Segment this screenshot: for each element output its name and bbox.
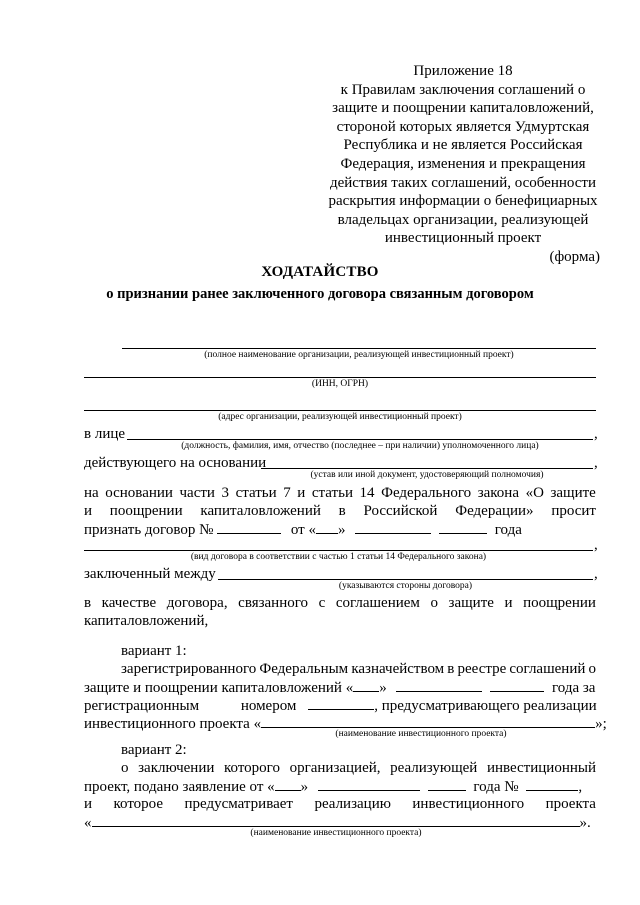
v2-open-quote: « [84, 815, 92, 831]
variant-1-line-3 [84, 696, 597, 715]
in-person-label: в лице [84, 426, 126, 442]
word: в [447, 661, 455, 677]
v1-text: защите и поощрении капиталовложений « [84, 680, 354, 696]
word: в [338, 503, 346, 519]
word: Федеральным [259, 661, 349, 677]
quality-line-2: капиталовложений, [84, 613, 209, 629]
from-label: от « [290, 522, 316, 538]
law-line-1 [84, 484, 596, 502]
word: на [84, 485, 99, 501]
word: которое [113, 796, 164, 812]
word: качестве [101, 595, 157, 611]
v1-providing-label: , предусматривающего реализации [374, 698, 597, 714]
word: и [84, 796, 93, 812]
word: и [504, 595, 513, 611]
word: проекта [545, 796, 596, 812]
org-name-line[interactable] [122, 348, 596, 349]
word: поощрении [109, 503, 183, 519]
year-field[interactable] [439, 520, 487, 534]
address-line[interactable] [84, 410, 596, 411]
appendix-line: владельцах организации, реализующей [337, 211, 589, 228]
variant-2-line-1 [121, 759, 596, 777]
v2-month-field[interactable] [318, 777, 420, 791]
basis-line[interactable] [261, 468, 593, 469]
day-field[interactable] [316, 520, 338, 534]
acting-basis-label: действующего на основании [84, 455, 267, 471]
word: инвестиционного [412, 796, 525, 812]
appendix-line: стороной которых является Удмуртская [336, 118, 590, 135]
appendix-line: Республика и не является Российская [343, 137, 583, 154]
word: с [318, 595, 326, 611]
month-field[interactable] [355, 520, 431, 534]
variant-2-label: вариант 2: [121, 742, 187, 758]
word: защите [550, 485, 596, 501]
word: казначейством [351, 661, 445, 677]
parties-line[interactable] [218, 579, 593, 580]
v2-day-field[interactable] [275, 777, 301, 791]
v2-number-field[interactable] [526, 777, 578, 791]
word: защите [448, 595, 494, 611]
variant-2-line-3 [84, 795, 596, 813]
word: статьи [311, 485, 353, 501]
word: договора, [166, 595, 228, 611]
comma: , [594, 455, 598, 471]
v2-close: ». [579, 815, 591, 831]
variant-2-line-2 [84, 777, 582, 796]
person-line[interactable] [127, 439, 593, 440]
comma: , [594, 426, 598, 442]
comma: , [594, 566, 598, 582]
contract-type-line[interactable] [84, 550, 593, 551]
v1-project-field[interactable] [261, 714, 595, 728]
parties-caption: (указываются стороны договора) [338, 581, 473, 591]
v1-reg-label: регистрационным [84, 698, 200, 714]
word: инвестиционный [486, 760, 596, 776]
word: организацией, [289, 760, 381, 776]
inn-line[interactable] [84, 377, 596, 378]
form-label: (форма) [549, 248, 600, 265]
appendix-line: защите и поощрении капиталовложений, [332, 100, 594, 117]
v2-quote: » [300, 779, 309, 795]
word: закона [477, 485, 519, 501]
word: основании [105, 485, 173, 501]
basis-caption: (устав или иной документ, удостоверяющий полномочия) [310, 470, 544, 480]
word: реализацию [314, 796, 391, 812]
appendix-line: к Правилам заключения соглашений о [340, 81, 586, 98]
address-caption: (адрес организации, реализующей инвестиционный проект) [218, 412, 462, 422]
appendix-line: раскрытия информации о бенефициарных [328, 193, 598, 210]
v1-number-label: номером [240, 698, 297, 714]
recognize-line [84, 520, 522, 539]
word: зарегистрированного [121, 661, 257, 677]
document-title: ХОДАТАЙСТВО [261, 264, 379, 280]
word: соглашением [335, 595, 420, 611]
word: в [84, 595, 92, 611]
word: поощрении [523, 595, 596, 611]
v1-year-label: года за [551, 680, 596, 696]
word: части [179, 485, 215, 501]
word: реализующей [390, 760, 478, 776]
variant-1-label: вариант 1: [121, 643, 187, 659]
word: Федерального [381, 485, 472, 501]
word: и [297, 485, 306, 501]
word: Российской [363, 503, 438, 519]
appendix-line: Федерация, изменения и прекращения [340, 155, 586, 172]
word: которого [224, 760, 280, 776]
v1-day-field[interactable] [353, 678, 379, 692]
word: заключении [138, 760, 215, 776]
project-2-caption: (наименование инвестиционного проекта) [250, 828, 422, 838]
word: статьи [235, 485, 277, 501]
appendix-block [322, 62, 604, 267]
v2-text: проект, подано заявление от « [84, 779, 275, 795]
quality-line-1 [84, 594, 596, 612]
v1-year-field[interactable] [490, 678, 544, 692]
appendix-line: действия таких соглашений, особенности [329, 174, 597, 191]
word: реестре [457, 661, 507, 677]
contract-number-field[interactable] [217, 520, 281, 534]
word: «О [525, 485, 544, 501]
contract-type-caption: (вид договора в соответствии с частью 1 статьи 14 Федерального закона) [190, 552, 487, 562]
v1-close: »; [595, 716, 607, 732]
word: 3 [221, 485, 230, 501]
word: о [430, 595, 438, 611]
v2-project-field[interactable] [92, 813, 580, 827]
appendix-line: инвестиционный проект [384, 230, 542, 247]
word: 7 [283, 485, 291, 501]
word: 14 [359, 485, 375, 501]
word: связанного [238, 595, 309, 611]
word: о [121, 760, 129, 776]
year-label: года [494, 522, 522, 538]
inn-caption: (ИНН, ОГРН) [311, 379, 369, 389]
appendix-number: Приложение 18 [413, 63, 513, 79]
word: Федерации» [455, 503, 534, 519]
word: соглашений [509, 661, 586, 677]
v2-year-field[interactable] [428, 777, 466, 791]
law-line-2 [84, 502, 596, 520]
word: и [84, 503, 93, 519]
word: предусматривает [184, 796, 293, 812]
recognize-label: признать договор № [84, 522, 214, 538]
project-1-caption: (наименование инвестиционного проекта) [335, 729, 507, 739]
v2-year-label: года № [473, 779, 519, 795]
document-subtitle: о признании ранее заключенного договора связанным договором [106, 286, 534, 302]
comma: , [578, 779, 583, 795]
v1-reg-number-field[interactable] [308, 696, 374, 710]
quote-close: » [337, 522, 346, 538]
variant-1-line-2 [84, 678, 595, 697]
v1-quote: » [379, 680, 387, 696]
word: капиталовложений [200, 503, 321, 519]
concluded-label: заключенный между [84, 566, 216, 582]
person-caption: (должность, фамилия, имя, отчество (последнее – при наличии) уполномоченного лица) [181, 441, 539, 451]
word: просит [551, 503, 596, 519]
comma: , [594, 537, 598, 553]
v1-month-field[interactable] [396, 678, 482, 692]
word: о [588, 661, 596, 677]
variant-1-line-1 [121, 660, 596, 678]
v1-project-label: инвестиционного проекта « [84, 716, 262, 732]
org-name-caption: (полное наименование организации, реализующей инвестиционный проект) [204, 350, 514, 360]
